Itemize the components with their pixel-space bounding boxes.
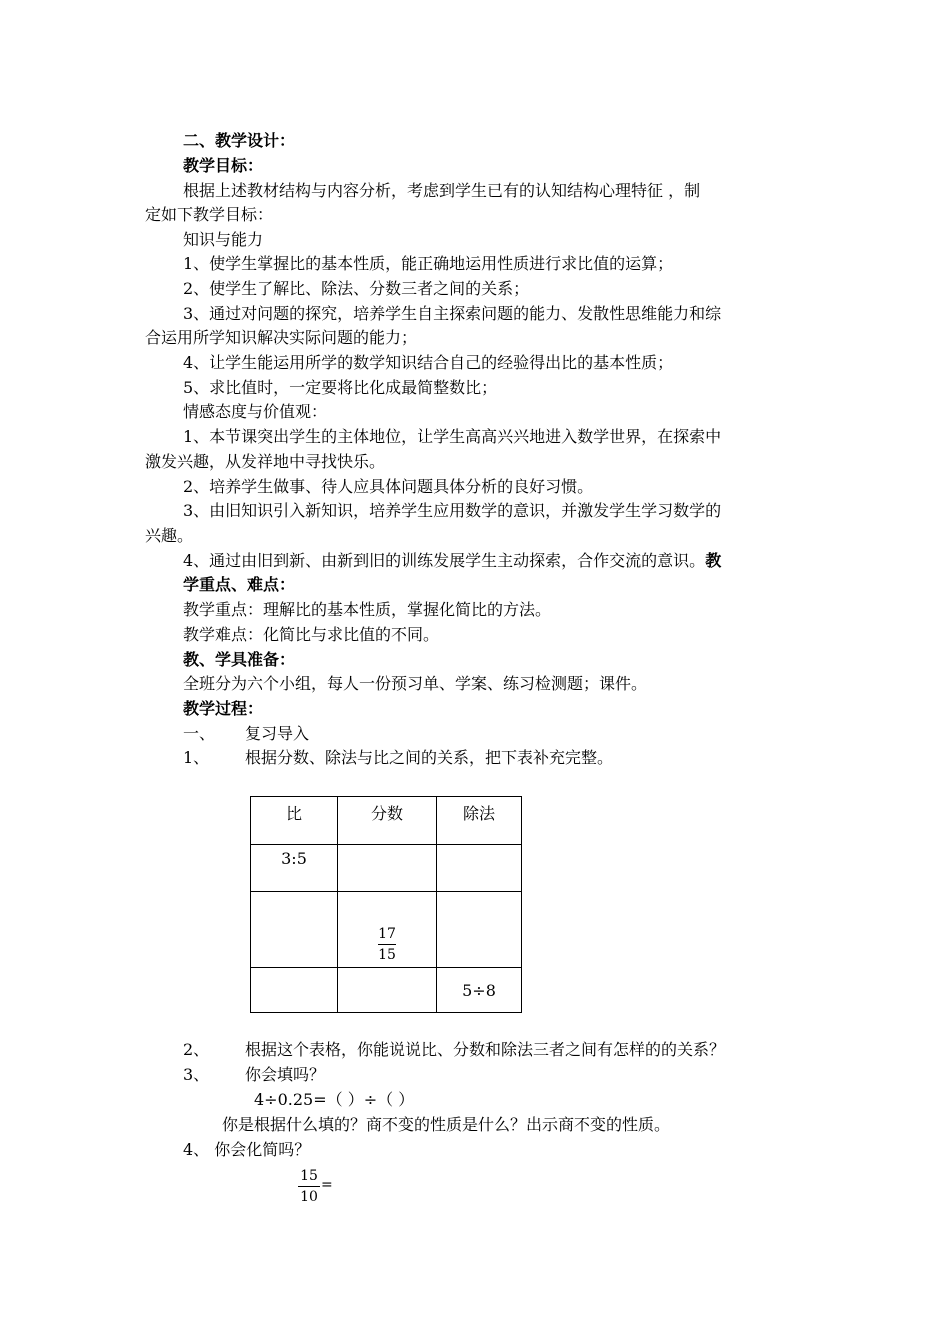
emotion-item-3-cont: 兴趣。 [145,526,194,545]
cell-empty [338,845,437,892]
keypoints-heading: 学重点、难点： [183,575,296,594]
intro-line-1: 根据上述教材结构与内容分析，考虑到学生已有的认知结构心理特征 ，制 [183,181,701,200]
emotion-item-3: 3、由旧知识引入新知识，培养学生应用数学的意识，并激发学生学习数学的 [183,501,722,520]
knowledge-item-3: 3、通过对问题的探究，培养学生自主探索问题的能力、发散性思维能力和综 [183,304,722,323]
fraction-numerator: 17 [378,926,396,942]
header-ratio: 比 [251,797,338,845]
question-3-followup: 你是根据什么填的？商不变的性质是什么？出示商不变的性质。 [222,1115,671,1134]
cell-empty [251,968,338,1013]
cell-fraction [338,892,437,968]
ratio-fraction-division-table [250,796,522,1013]
knowledge-item-3-cont: 合运用所学知识解决实际问题的能力； [145,328,418,347]
emotion-heading: 情感态度与价值观： [183,402,328,421]
cell-division-5-8: 5÷8 [437,968,522,1013]
knowledge-item-2: 2、使学生了解比、除法、分数三者之间的关系； [183,279,530,298]
prep-text: 全班分为六个小组，每人一份预习单、学案、练习检测题；课件。 [183,674,648,693]
fraction-denominator: 15 [378,947,396,963]
header-division: 除法 [437,797,522,845]
cell-empty [437,892,522,968]
emotion-item-2: 2、培养学生做事、待人应具体问题具体分析的良好习惯。 [183,477,594,496]
emotion-item-1-cont: 激发兴趣，从发祥地中寻找快乐。 [145,452,386,471]
section-heading: 二、教学设计： [183,131,296,150]
step-1-title: 复习导入 [245,724,310,743]
fraction-15-10 [298,1168,320,1205]
knowledge-item-4: 4、让学生能运用所学的数学知识结合自己的经验得出比的基本性质； [183,353,674,372]
objectives-heading: 教学目标： [183,156,264,175]
prep-heading: 教、学具准备： [183,650,296,669]
cell-empty [251,892,338,968]
cell-empty [437,845,522,892]
process-heading: 教学过程： [183,699,264,718]
fraction-numerator: 15 [300,1168,318,1184]
emotion-item-4-text: 4、通过由旧到新、由新到旧的训练发展学生主动探索，合作交流的意识。 [183,551,706,570]
fraction-equals: = [321,1177,333,1193]
step-1-number: 一、 [183,724,216,743]
knowledge-item-1: 1、使学生掌握比的基本性质，能正确地运用性质进行求比值的运算； [183,254,674,273]
cell-ratio-3-5: 3:5 [251,845,338,892]
knowledge-item-5: 5、求比值时，一定要将比化成最简整数比； [183,378,498,397]
emotion-item-4 [183,551,721,571]
question-3-number: 3、 [183,1065,210,1084]
knowledge-heading: 知识与能力 [183,230,264,249]
intro-line-2: 定如下教学目标： [145,205,274,224]
question-4-label: 4、 你会化简吗？ [183,1140,311,1159]
question-1-text: 根据分数、除法与比之间的关系，把下表补充完整。 [245,748,614,767]
question-1-number: 1、 [183,748,210,767]
question-3-text: 你会填吗？ [245,1065,326,1084]
cell-empty [338,968,437,1013]
difficulty-text: 教学难点：化简比与求比值的不同。 [183,625,440,644]
fraction-bar [298,1186,320,1187]
question-2-text: 根据这个表格，你能说说比、分数和除法三者之间有怎样的的关系？ [245,1040,726,1059]
keypoints-heading-start: 教 [705,551,722,570]
header-fraction: 分数 [338,797,437,845]
fraction-bar [378,944,396,945]
question-2-number: 2、 [183,1040,210,1059]
fraction-denominator: 10 [300,1189,318,1205]
emotion-item-1: 1、本节课突出学生的主体地位，让学生高高兴兴地进入数学世界，在探索中 [183,427,722,446]
keypoint-text: 教学重点：理解比的基本性质，掌握化简比的方法。 [183,600,552,619]
fraction-17-15 [378,926,396,963]
question-3-equation: 4÷0.25=（ ）÷（ ） [254,1090,415,1109]
